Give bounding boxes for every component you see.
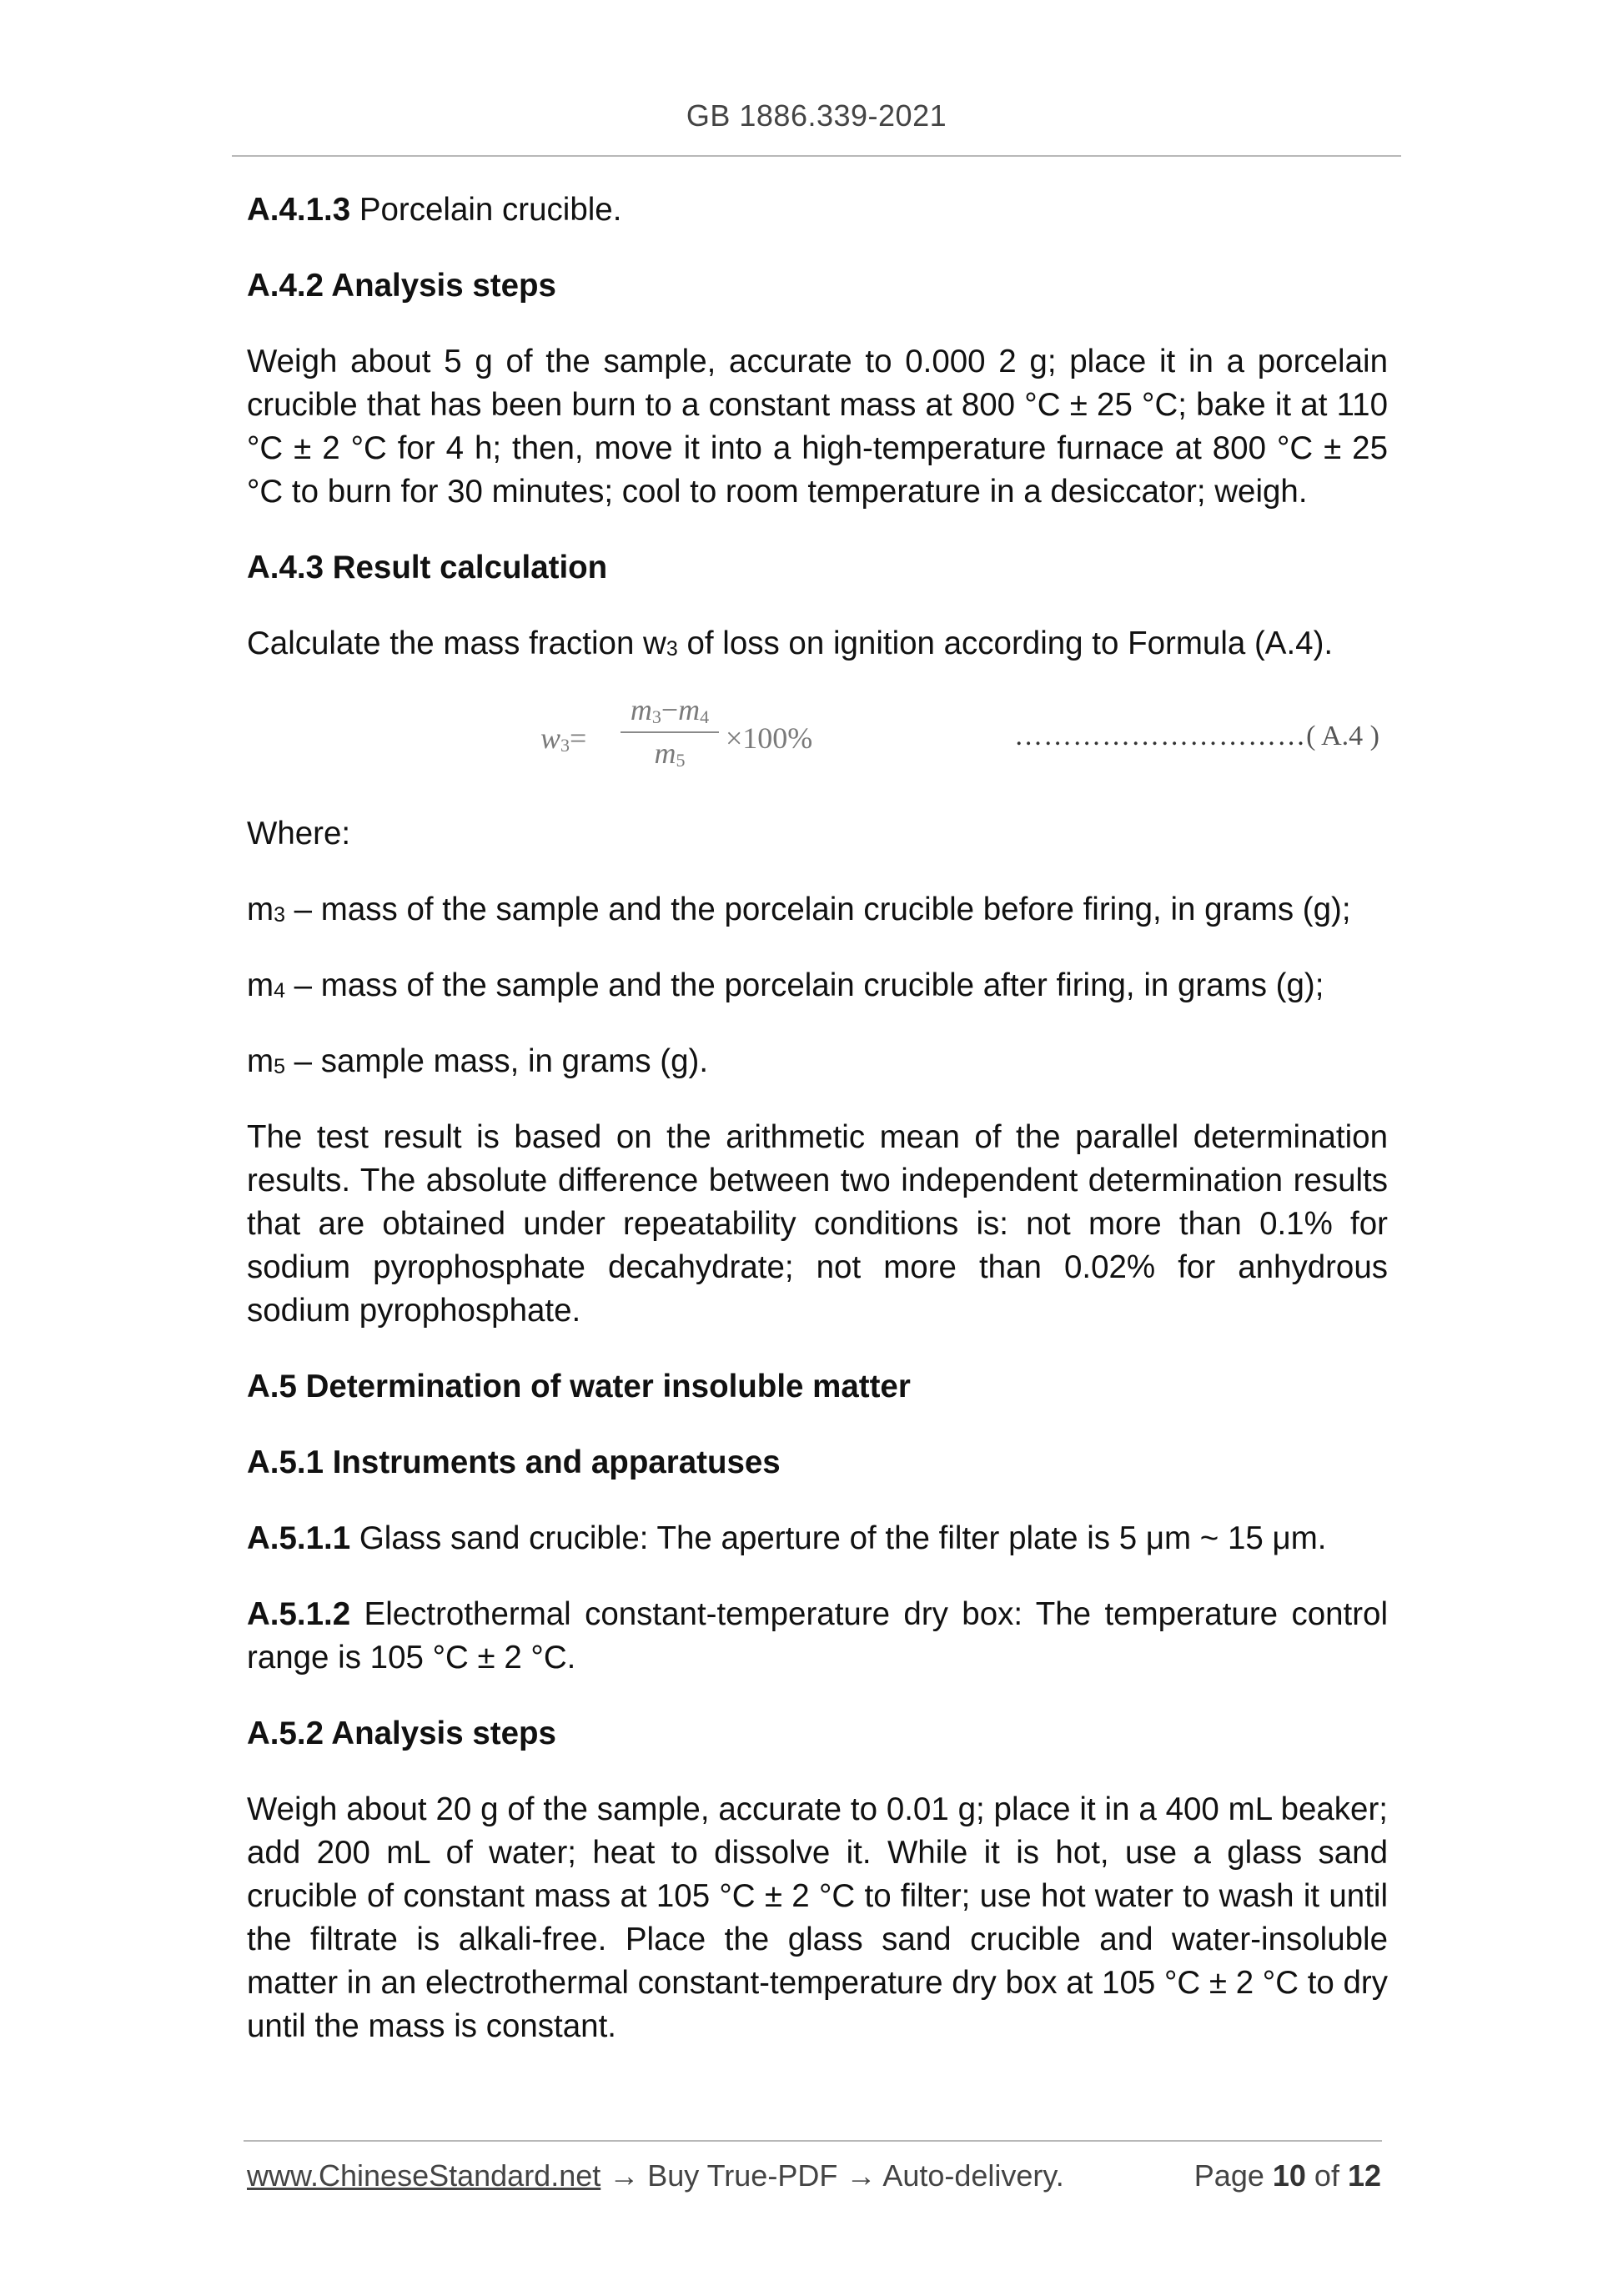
paragraph-a52: Weigh about 20 g of the sample, accurate to 0.01 g; place it in a 400 mL beaker; add 200 mL of water; heat to dissolve it. While it is hot, use a glass sand crucible of constant mass at 105 °C ± 2 °C to filter; use hot water to wash it until the filtrate is alkali-free. Place the glass sand crucible and water-insoluble matter in an electrothermal constant-temperature dry box at 105 °C ± 2 °C to dry until the mass is constant. xyxy=(247,1791,1388,2044)
page-total: 12 xyxy=(1347,2158,1381,2193)
heading-a51: A.5.1 Instruments and apparatuses xyxy=(247,1444,781,1480)
page-header: GB 1886.339-2021 xyxy=(686,98,947,133)
header-divider xyxy=(232,155,1401,157)
clause-text: Electrothermal constant-temperature dry box: The temperature control range is 105 °C ± 2 °C. xyxy=(247,1596,1388,1676)
footer-promo xyxy=(247,2158,1064,2193)
footer-divider xyxy=(244,2140,1382,2142)
clause-a512 xyxy=(247,1593,1388,1680)
clause-number: A.5.1.1 xyxy=(247,1520,351,1556)
def-text: – mass of the sample and the porcelain crucible before firing, in grams (g); xyxy=(284,892,1351,927)
def-symbol: m xyxy=(247,1043,274,1079)
formula-number: ( A.4 ) xyxy=(1306,721,1379,751)
page-indicator xyxy=(1194,2158,1381,2193)
denominator-symbol: m xyxy=(654,736,676,770)
numerator-minus: − xyxy=(661,693,679,726)
formula-equals: = xyxy=(570,721,587,755)
intro-text-after: of loss on ignition according to Formula (A.4). xyxy=(677,625,1334,661)
footer-promo-text: → Buy True-PDF → Auto-delivery. xyxy=(600,2158,1064,2193)
formula-leader-dots: ………………………… xyxy=(1014,721,1307,751)
formula-lhs-sub: 3 xyxy=(560,735,570,756)
paragraph-a42: Weigh about 5 g of the sample, accurate to 0.000 2 g; place it in a porcelain crucible that has been burn to a constant mass at 800 °C ± 25 °C; bake it at 110 °C ± 2 °C for 4 h; then, move it into a high-temperature furnace at 800 °C ± 25 °C to burn for 30 minutes; cool to room temperature in a desiccator; weigh. xyxy=(247,344,1388,510)
clause-a511 xyxy=(247,1517,1388,1560)
heading-a43: A.4.3 Result calculation xyxy=(247,550,608,585)
paragraph-a43-intro xyxy=(247,622,1388,666)
page-label: Page xyxy=(1193,2158,1273,2193)
clause-text: Glass sand crucible: The aperture of the filter plate is 5 μm ~ 15 μm. xyxy=(350,1520,1327,1556)
formula-reference xyxy=(1014,715,1379,758)
def-text: – mass of the sample and the porcelain crucible after firing, in grams (g); xyxy=(284,967,1324,1003)
numerator-a-sub: 3 xyxy=(651,706,661,727)
definition-m3 xyxy=(247,888,1388,932)
definition-m4 xyxy=(247,964,1388,1007)
def-symbol: m xyxy=(247,967,274,1003)
formula-a4 xyxy=(247,693,1388,776)
page-footer xyxy=(247,2158,1381,2200)
paragraph-result: The test result is based on the arithmetic mean of the parallel determination results. The absolute difference between two independent determination results that are obtained under repeatability conditions is: not more than 0.1% for sodium pyrophosphate decahydrate; not more than 0.02% for anhydrous sodium pyrophosphate. xyxy=(247,1119,1388,1329)
def-text: – sample mass, in grams (g). xyxy=(284,1043,709,1079)
intro-text-before: Calculate the mass fraction w xyxy=(247,625,666,661)
website-link[interactable]: www.ChineseStandard.net xyxy=(247,2158,601,2193)
where-label: Where: xyxy=(247,816,351,852)
clause-number: A.5.1.2 xyxy=(247,1596,351,1632)
intro-subscript: 3 xyxy=(666,637,678,661)
formula-lhs xyxy=(540,716,586,767)
def-symbol: m xyxy=(247,892,274,927)
numerator-b: m xyxy=(678,693,701,726)
denominator-sub: 5 xyxy=(676,750,686,771)
def-subscript: 4 xyxy=(274,979,285,1002)
def-subscript: 3 xyxy=(274,903,285,927)
heading-a42: A.4.2 Analysis steps xyxy=(247,268,556,304)
numerator-b-sub: 4 xyxy=(700,706,710,727)
numerator-a: m xyxy=(630,693,652,726)
page-of-label: of xyxy=(1305,2158,1348,2193)
page-content xyxy=(247,188,1388,2081)
definition-m5 xyxy=(247,1040,1388,1083)
formula-lhs-symbol: w xyxy=(540,721,561,755)
heading-a52: A.5.2 Analysis steps xyxy=(247,1716,556,1751)
formula-denominator xyxy=(617,736,722,777)
fraction-bar xyxy=(621,731,719,733)
heading-a5: A.5 Determination of water insoluble matter xyxy=(247,1369,911,1404)
clause-a413 xyxy=(247,188,1388,232)
formula-numerator xyxy=(617,693,722,734)
def-subscript: 5 xyxy=(274,1055,285,1078)
clause-text: Porcelain crucible. xyxy=(350,192,622,228)
formula-multiplier: ×100% xyxy=(726,721,813,755)
page-number: 10 xyxy=(1272,2158,1306,2193)
clause-number: A.4.1.3 xyxy=(247,192,351,228)
